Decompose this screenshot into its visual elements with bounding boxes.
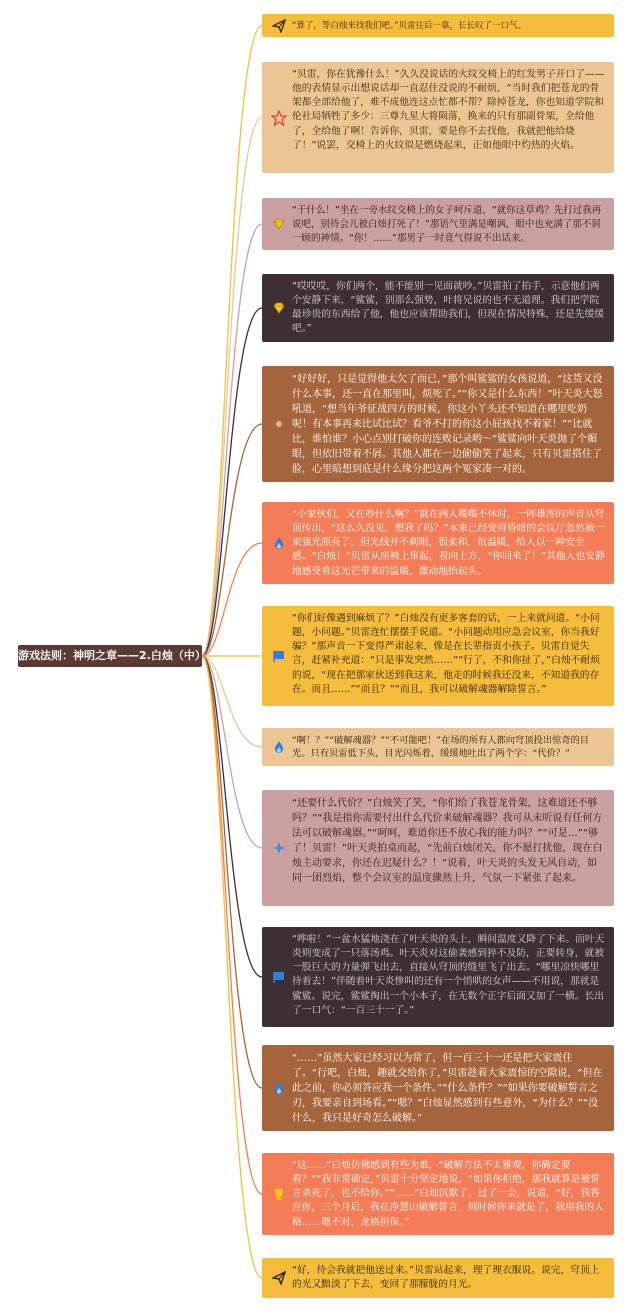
topic-node-text: “干什么！”坐在一旁水纹交椅上的女子呵斥道，“就你这草鸡？先打过我再说吧，别待会儿被白烛打死了！”那语气里满是嘲讽，眼中也充满了那不屑一顾的神情。“你！……”那男子一时竟气得说不出话来。: [292, 205, 602, 244]
diamond-icon: [271, 300, 287, 316]
flame-icon: [271, 535, 287, 551]
topic-node-text: “哎哎哎，你们两个，能不能别一见面就吵。”贝雷拍了拍手，示意他们两个安静下来，“鲨鲨，别那么强势，叶将兄说的也不无道理。我们把学院最珍贵的东西给了他，他也应该帮助我们，但现在情况特殊，还是先缓缓吧。”: [292, 281, 604, 335]
topic-node-text: “这……”白烛仿佛感到有些为难，“破解方法不太雅观，你确定要看？”“我非常确定，”贝雷十分坚定地说，“如果你拒绝，那我就算是被誓言杀死了，也不给你。”“……”白烛沉默了，过了一会，说道，“好，我答应你，三个月后，我在净慧山破解誓言，到时候你来就是了，我用我的人格……嗯不对，龙格担保。”: [292, 1160, 604, 1228]
flag-icon: [271, 648, 287, 664]
topic-node-text: “好，待会我就把他送过来。”贝雷站起来，理了理衣服说。说完，穹顶上的光又黯淡了下去，变回了那朦胧的月光。: [292, 1265, 600, 1291]
flame-icon: [271, 739, 287, 755]
connector-line: [202, 656, 262, 1278]
diamond-icon: [271, 216, 287, 232]
topic-node-text: “啊！？”“破解魂器？”“不可能吧！”在场的所有人都向穹顶投出惊奇的目光。只有贝雷低下头，目光闪烁着，缓缓地吐出了两个字：“代价？”: [292, 735, 590, 760]
topic-node-text: “算了，等白烛来找我们吧。”贝雷往后一靠，长长叹了一口气。: [292, 21, 527, 31]
trophy-icon: [271, 1186, 287, 1202]
connector-line: [202, 308, 262, 656]
topic-node[interactable]: [262, 606, 614, 706]
topic-node[interactable]: [262, 927, 614, 1027]
dot-icon: [271, 416, 287, 432]
topic-node[interactable]: [262, 1153, 614, 1235]
topic-node[interactable]: [262, 274, 614, 342]
topic-node-text: “你们好像遇到麻烦了？”白烛没有更多客套的话，一上来就问道。“小问题，小问题。”贝雷连忙摆摆手说道。“小问题动用应急会议室，你当我好骗？”那声音一下变得严肃起来，像是在长辈指责小孩子。贝雷自觉失言，赶紧补充道：“只是事发突然……”“行了，不和你扯了，”白烛不耐烦的说，“现在把那家伙送到我这来，他走的时候我还没来，不知道我的存在。而且……”“而且？”“而且，我可以破解魂器解除誓言。”: [292, 613, 600, 695]
paper-plane-icon: [271, 1270, 287, 1286]
connector-line: [202, 26, 262, 657]
topic-node-text: “哗啦！”一盆水猛地浇在了叶天炎的头上，瞬间温度又降了下来。而叶天炎则变成了一只落汤鸡。叶天炎对这偷袭感到猝不及防，正要转身，就被一股巨大的力量弹飞出去，直接从穹顶的缝里飞了出去。“哪里凉快哪里待着去！”伴随着叶天炎惨叫的还有一个悄哄的女声——不用说，那就是鲨鲨。说完，鲨鲨掏出一个小本子，在无数个正字后面又加了一横。长出了一口气：“一百三十一了。”: [292, 934, 605, 1016]
topic-node[interactable]: [262, 62, 614, 173]
root-topic[interactable]: 游戏法则：神明之章——2.白烛（中）: [18, 645, 202, 667]
flag-icon: [271, 969, 287, 985]
topic-node-text: “贝雷，你在犹豫什么！”久久没说话的火纹交椅上的红发男子开口了——他的表情显示出想说话却一直忍住没说的不耐烦，“当时我们把苍龙的骨架都全部给他了，难不成他连这点忙都不帮？除掉苍龙，你也知道学院和伦社局牺牲了多少：三尊九星大将陨落，换来的只有那副骨架，全给他了，全给他了啊！告诉你，贝雷，要是你不去找他，我就把他给烧了！”说罢，交椅上的火纹似是燃烧起来，正如他眼中灼热的火焰。: [292, 69, 605, 151]
star-outline-icon: [271, 110, 287, 126]
topic-node[interactable]: [262, 1258, 614, 1298]
paper-plane-icon: [271, 18, 287, 34]
topic-node-text: “……”虽然大家已经习以为常了，但一百三十一还是把大家震住了。“行吧，白烛，趣就交给你了，”贝雷趁着大家震惊的空隙说，“但在此之前，你必须答应我一个条件。”“什么条件？”“如果你要破解誓言之刃，我要亲自到场看。”“嗯？”白烛显然感到有些意外，“为什么？”“没什么，我只是好奇怎么破解。”: [292, 1053, 603, 1124]
topic-node[interactable]: [262, 366, 614, 482]
topic-node[interactable]: [262, 502, 614, 584]
topic-node[interactable]: [262, 1045, 614, 1131]
topic-node[interactable]: [262, 14, 614, 37]
topic-node[interactable]: [262, 198, 614, 250]
topic-node-text: “小家伙们，又在吵什么啊？”就在两人喋喋不休时，一阵雄浑的声音从穹顶传出，“这么久没见，想我了吗？”本来已经变得昏暗的会议厅忽然被一束强光照亮了，但光线并不刺眼，很柔和，很温暖，给人以一种安全感。“白烛！”贝雷从座椅上窜起，看向上方，“你回来了！”其他人也安静地感受着这光芒带来的温暖，激动地抬起头。: [292, 509, 605, 577]
topic-node[interactable]: [262, 790, 614, 906]
sparkle-icon: [271, 840, 287, 856]
topic-node[interactable]: [262, 728, 614, 766]
connector-line: [202, 656, 262, 1088]
topic-node-text: “好好好，只是觉得他太欠了而已，”那个叫鲨鲨的女孩说道，“这货又没什么本事，还一直在那里叫，烦死了。”“你又是什么东西！”叶天炎大怒吼道，“想当年爷征战四方的时候，你这小丫头还不知道在哪里吃奶呢！有本事再来比试比试？看爷不打的你这小屁孩找不着家！”“比就比，谁怕谁？小心点别打破你的连败记录哟～”鲨鲨向叶天炎抛了个媚眼，但依旧带着不屑。其他人都在一边偷偷笑了起来，只有贝雷搭住了脸，心里暗想到底是什么缘分把这两个冤家凑一对的。: [292, 374, 603, 475]
topic-node-text: “还要什么代价？”白烛笑了笑，“你们给了我苍龙骨架，这难道还不够吗？”“我是指你需要付出什么代价来破解魂器？我可从未听说有任何方法可以破解魂器。”“呵呵，难道你还不放心我的能力吗？”“可是…”“够了！贝雷！”叶天炎拍桌而起，“先前白烛闭关，你不愿打扰他，现在白烛主动要求，你还在迟疑什么？！”说着，叶天炎的头发无风自动，如同一团烈焰，整个会议室的温度骤然上升，气氛一下紧张了起来。: [292, 798, 603, 884]
flame-icon: [271, 1080, 287, 1096]
